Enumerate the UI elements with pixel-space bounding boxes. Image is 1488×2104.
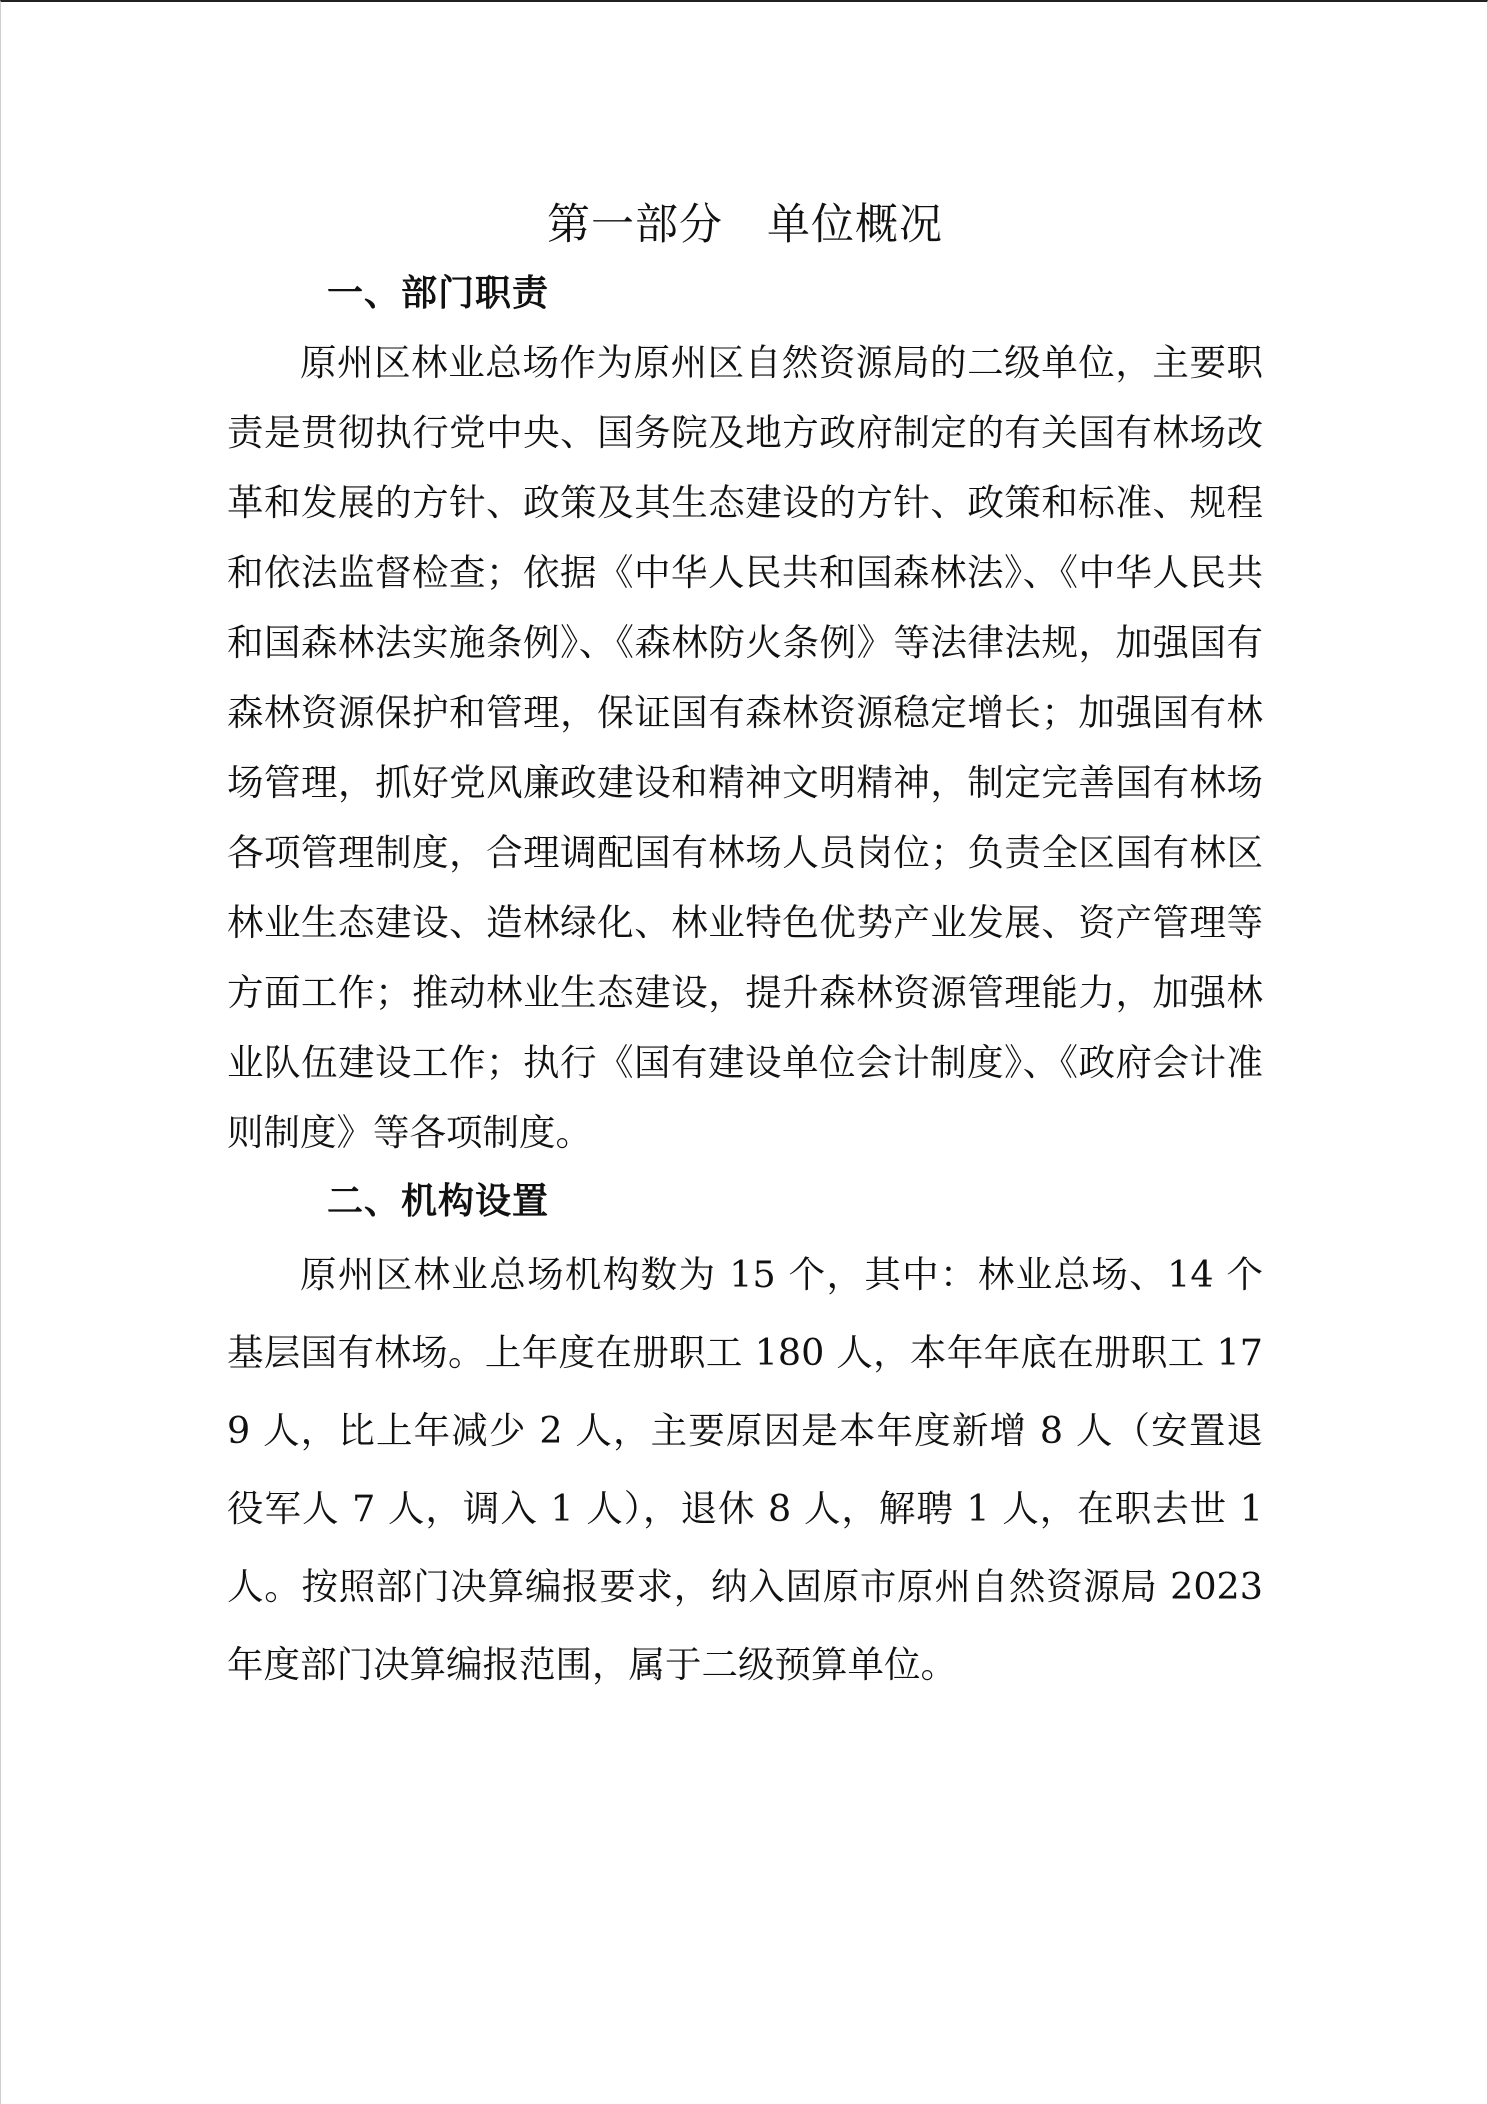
section-heading-organization: 二、机构设置	[327, 1181, 550, 1222]
section-heading-duties: 一、部门职责	[327, 273, 550, 314]
part-title: 第一部分 单位概况	[547, 200, 943, 250]
page-content	[227, 190, 1263, 1704]
organization-paragraph: 原州区林业总场机构数为 15 个，其中：林业总场、14 个基层国有林场。上年度在册职工 180 人，本年年底在册职工 179 人，比上年减少 2 人，主要原因是本年度新增 8 人（安置退役军人 7 人，调入 1 人），退休 8 人，解聘 1 人，在职去世 1 人。按照部门决算编报要求，纳入固原市原州自然资源局 2023 年度部门决算编报范围，属于二级预算单位。	[227, 1253, 1263, 1686]
duties-paragraph: 原州区林业总场作为原州区自然资源局的二级单位，主要职责是贯彻执行党中央、国务院及地方政府制定的有关国有林场改革和发展的方针、政策及其生态建设的方针、政策和标准、规程和依法监督检查；依据《中华人民共和国森林法》、《中华人民共和国森林法实施条例》、《森林防火条例》等法律法规，加强国有森林资源保护和管理，保证国有森林资源稳定增长；加强国有林场管理，抓好党风廉政建设和精神文明精神，制定完善国有林场各项管理制度，合理调配国有林场人员岗位；负责全区国有林区林业生态建设、造林绿化、林业特色优势产业发展、资产管理等方面工作；推动林业生态建设，提升森林资源管理能力，加强林业队伍建设工作；执行《国有建设单位会计制度》、《政府会计准则制度》等各项制度。	[227, 341, 1263, 1154]
